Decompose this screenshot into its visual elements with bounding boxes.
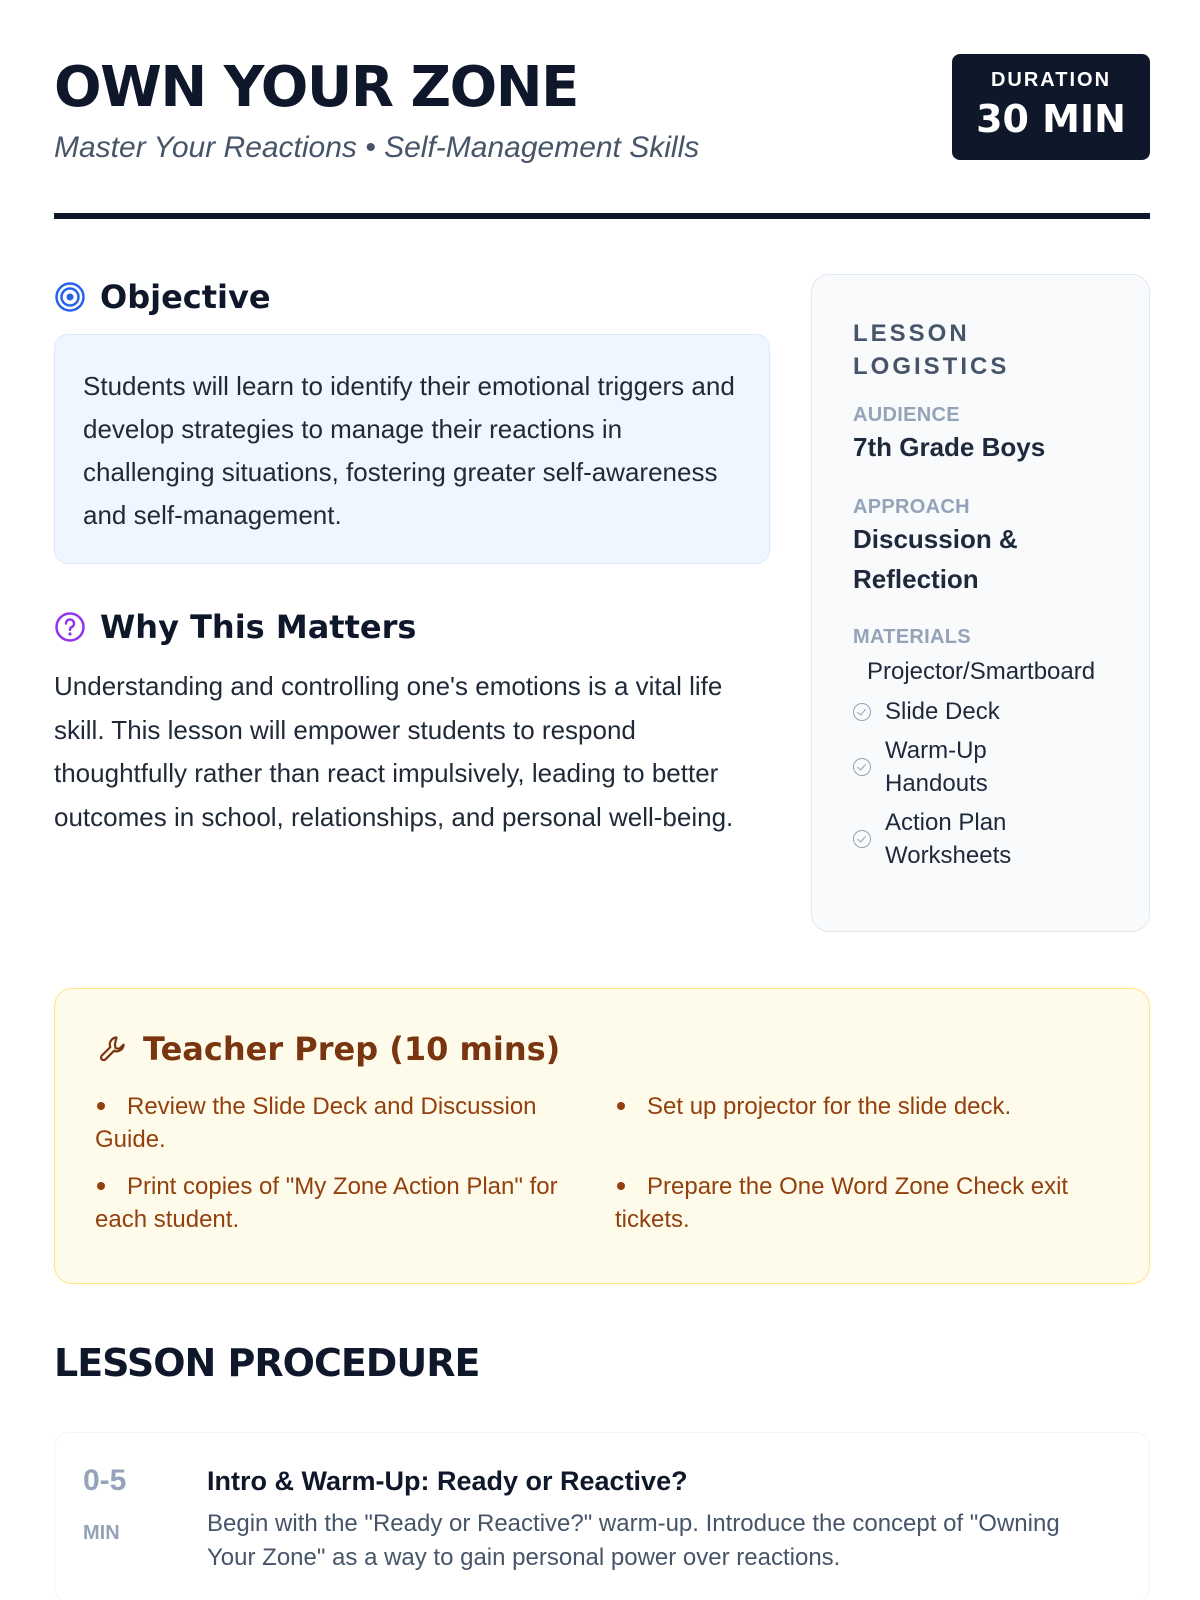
approach-label: APPROACH [853, 496, 970, 518]
step-title: Intro & Warm-Up: Ready or Reactive? [207, 1466, 688, 1496]
objective-heading [54, 277, 271, 317]
step-time-unit: MIN [83, 1522, 120, 1544]
prep-list-item [95, 1170, 565, 1236]
objective-box [54, 334, 770, 564]
audience-label: AUDIENCE [853, 404, 960, 426]
logistics-heading: LESSON LOGISTICS [853, 320, 1010, 380]
question-circle-icon [54, 611, 86, 643]
page-subtitle: Master Your Reactions • Self-Management Skills [54, 131, 700, 164]
duration-badge [952, 54, 1150, 160]
objective-heading-text: Objective [100, 278, 271, 316]
duration-value: 30 MIN [976, 97, 1126, 141]
material-item-label: Projector/Smartboard [867, 658, 1096, 685]
teacher-prep-box [54, 988, 1150, 1284]
material-item [853, 734, 1053, 800]
materials-label: MATERIALS [853, 626, 971, 648]
material-item [853, 806, 1063, 872]
step-description: Begin with the "Ready or Reactive?" warm-up. Introduce the concept of "Owning Your Zone" as a way to gain personal power over reactions. [207, 1510, 1060, 1571]
prep-item-text: Set up projector for the slide deck. [647, 1093, 1012, 1120]
prep-list-item [615, 1170, 1085, 1236]
wrench-icon [97, 1033, 129, 1065]
approach-value: Discussion & Reflection [853, 524, 1018, 594]
step-time: 0-5 [83, 1464, 127, 1497]
prep-heading-text: Teacher Prep (10 mins) [143, 1030, 561, 1068]
why-text: Understanding and controlling one's emotions is a vital life skill. This lesson will empower students to respond thoughtfully rather than react impulsively, leading to better outcomes in school, relationships, and personal well-being. [54, 671, 734, 832]
check-circle-icon [853, 703, 871, 721]
audience-value: 7th Grade Boys [853, 432, 1046, 462]
material-item-label: Action Plan Worksheets [885, 809, 1012, 869]
header [54, 52, 1150, 222]
material-item [853, 695, 1138, 728]
material-item [853, 655, 1138, 688]
why-heading [54, 607, 416, 647]
prep-list-item [95, 1090, 565, 1156]
check-circle-icon [853, 830, 871, 848]
duration-label: DURATION [990, 69, 1112, 91]
header-divider [54, 213, 1150, 219]
target-icon [54, 281, 86, 313]
procedure-heading: LESSON PROCEDURE [54, 1341, 480, 1385]
check-circle-icon [853, 758, 871, 776]
material-item-label: Slide Deck [885, 698, 1000, 725]
lesson-logistics-card [811, 274, 1150, 932]
prep-heading [97, 1029, 560, 1069]
prep-item-text: Prepare the One Word Zone Check exit tickets. [615, 1173, 1069, 1233]
why-heading-text: Why This Matters [100, 608, 417, 646]
procedure-step [54, 1432, 1150, 1600]
material-item-label: Warm-Up Handouts [885, 737, 988, 797]
objective-text: Students will learn to identify their emotional triggers and develop strategies to manage their reactions in challenging situations, fostering greater self-awareness and self-management. [83, 371, 735, 530]
prep-list-item [615, 1090, 1085, 1123]
page-title: OWN YOUR ZONE [54, 55, 578, 120]
prep-item-text: Print copies of "My Zone Action Plan" for each student. [95, 1173, 558, 1233]
prep-item-text: Review the Slide Deck and Discussion Guide. [95, 1093, 537, 1153]
